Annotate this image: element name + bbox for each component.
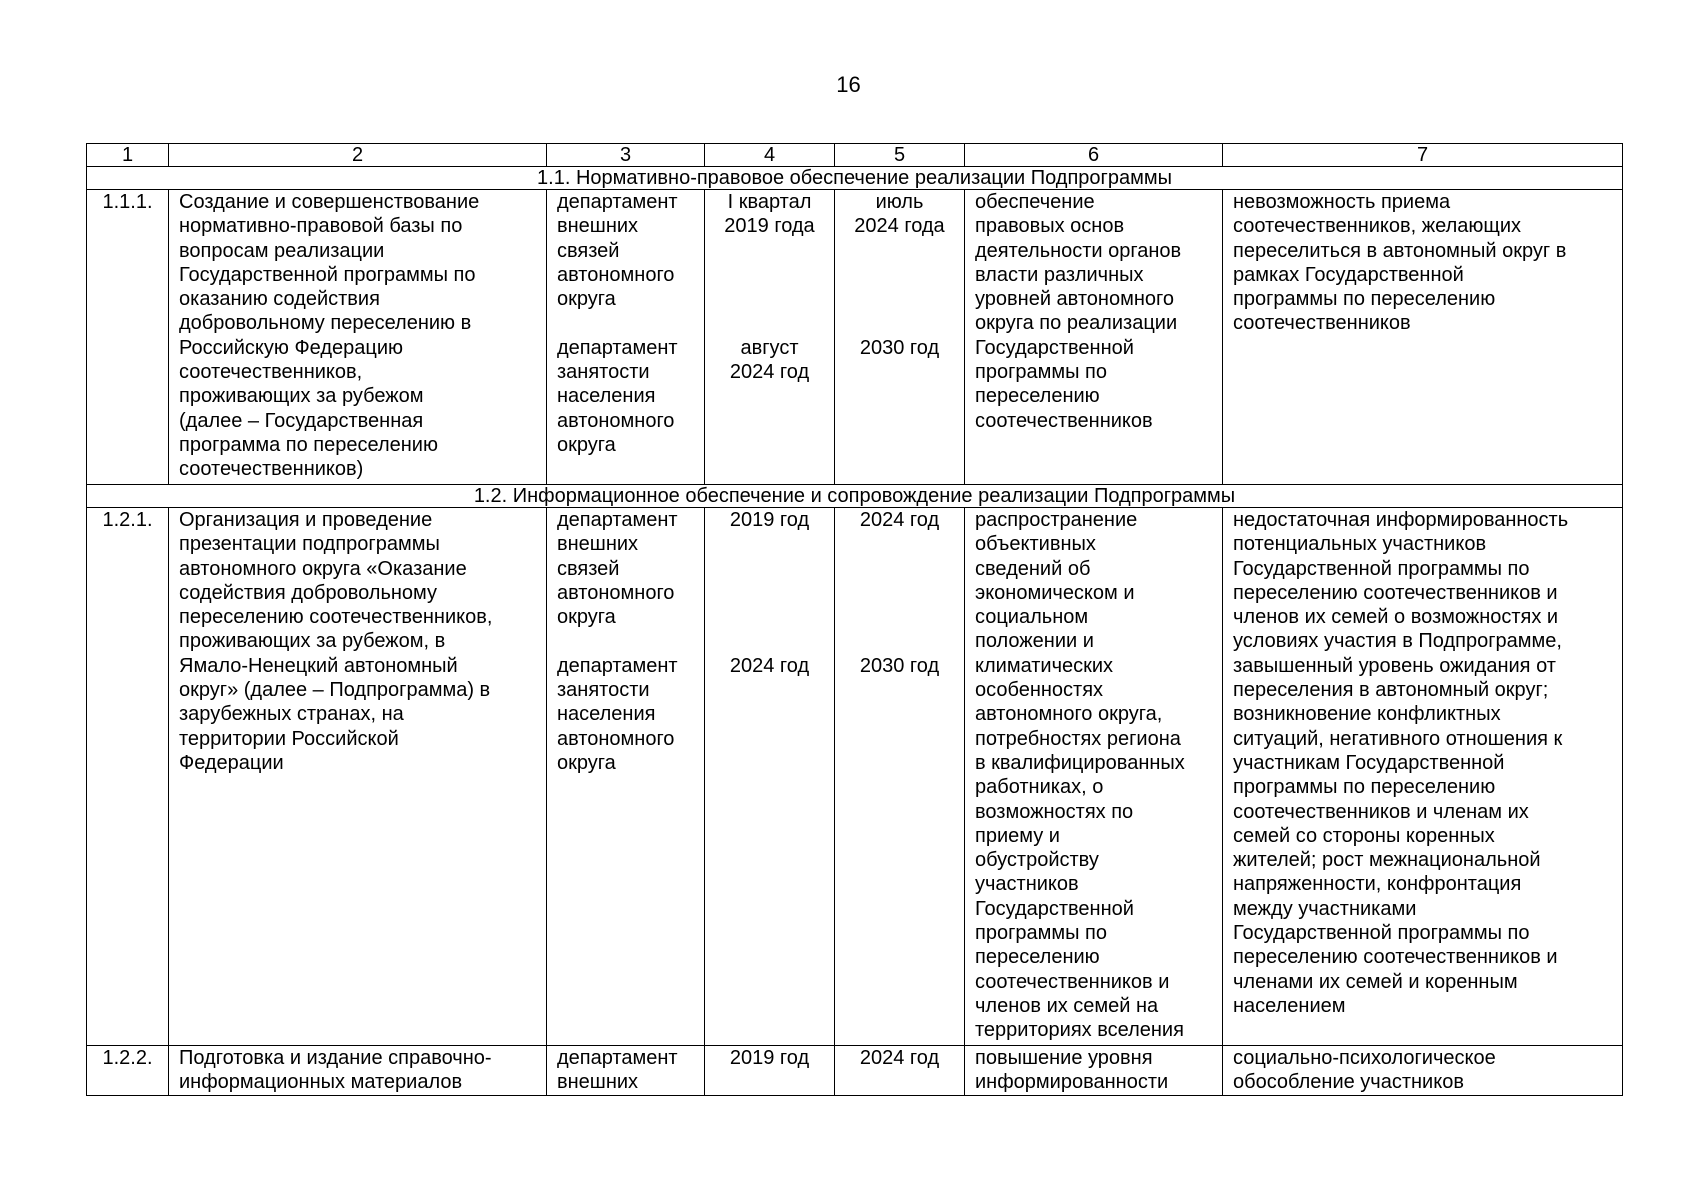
text-line: округа <box>557 751 616 774</box>
text-line: вопросам реализации <box>179 239 385 262</box>
start-date <box>709 190 830 239</box>
text-line: 2019 года <box>724 215 815 238</box>
text-line: автономного округа, <box>975 703 1163 726</box>
text-line: внешних <box>557 1071 639 1094</box>
text-line: автономного <box>557 409 675 432</box>
column-number: 3 <box>547 144 705 167</box>
section-title: 1.2. Информационное обеспечение и сопровождение реализации Подпрограммы <box>87 485 1623 508</box>
text-line: распространение <box>975 509 1138 531</box>
text-line: соотечественников <box>1233 312 1411 335</box>
text-line: Подготовка и издание справочно- <box>179 1047 492 1069</box>
text-line: Государственной <box>975 897 1134 920</box>
text-line: завышенный уровень ожидания от <box>1233 654 1556 677</box>
text-line: населения <box>557 703 656 726</box>
text-line: оказанию содействия <box>179 288 380 311</box>
text-line: нормативно-правовой базы по <box>179 215 463 238</box>
text-line: жителей; рост межнациональной <box>1233 849 1541 872</box>
text-line: август <box>740 336 799 359</box>
text-line: переселению соотечественников и <box>1233 581 1558 604</box>
text-line: 2024 год <box>729 361 810 384</box>
text-line: автономного округа «Оказание <box>179 557 467 580</box>
end-date <box>839 508 960 532</box>
text-line: повышение уровня <box>975 1047 1153 1069</box>
text-line: округа <box>557 288 616 311</box>
text-line: презентации подпрограммы <box>179 533 440 556</box>
text-line: особенностях <box>975 679 1104 702</box>
text-line: правовых основ <box>975 215 1125 238</box>
text-line: сведений об <box>975 557 1091 580</box>
text-line: территории Российской <box>179 727 399 750</box>
measure-name <box>169 1046 547 1096</box>
text-line: 2030 год <box>859 654 940 677</box>
text-line: территориях вселения <box>975 1019 1184 1042</box>
text-line: Государственной программы по <box>179 263 476 286</box>
end-date-cell <box>835 508 965 1046</box>
risk-consequences <box>1223 1046 1623 1096</box>
measure-name <box>169 508 547 1046</box>
text-line: рамках Государственной <box>1233 263 1464 286</box>
text-line: добровольному переселению в <box>179 312 472 335</box>
expected-result <box>965 508 1223 1046</box>
end-date-cell <box>835 190 965 485</box>
text-line: содействия добровольному <box>179 581 438 604</box>
text-line: департамент <box>557 509 678 531</box>
text-line: 2030 год <box>859 336 940 359</box>
text-line: соотечественников и членам их <box>1233 800 1529 823</box>
table-row <box>87 190 1623 485</box>
executor <box>557 190 694 311</box>
end-date <box>839 654 960 678</box>
text-line: 2019 год <box>729 1047 810 1069</box>
text-line: членов их семей на <box>975 994 1159 1017</box>
start-date-cell <box>705 1046 835 1096</box>
text-line: проживающих за рубежом <box>179 385 424 408</box>
start-date <box>709 654 830 678</box>
text-line: деятельности органов <box>975 239 1182 262</box>
text-line: власти различных <box>975 263 1144 286</box>
text-line: зарубежных странах, на <box>179 703 404 726</box>
column-number: 6 <box>965 144 1223 167</box>
text-line: семей со стороны коренных <box>1233 824 1495 847</box>
end-date <box>839 1046 960 1070</box>
text-line: потенциальных участников <box>1233 533 1487 556</box>
text-line: программа по переселению <box>179 433 438 456</box>
text-line: соотечественников, <box>179 361 363 384</box>
text-line: информационных материалов <box>179 1071 463 1094</box>
text-line: социально-психологическое <box>1233 1047 1496 1069</box>
column-number: 1 <box>87 144 169 167</box>
start-date <box>709 336 830 385</box>
measure-number: 1.1.1. <box>87 190 169 485</box>
measure-name <box>169 190 547 485</box>
executor-cell <box>547 190 705 485</box>
text-line: I квартал <box>727 191 812 213</box>
section-row <box>87 167 1623 190</box>
text-line: обеспечение <box>975 191 1095 213</box>
text-line: соотечественников <box>975 409 1153 432</box>
measure-number: 1.2.2. <box>87 1046 169 1096</box>
text-line: связей <box>557 557 620 580</box>
text-line: 2024 года <box>854 215 945 238</box>
text-line: участников <box>975 873 1079 896</box>
end-date-cell <box>835 1046 965 1096</box>
executor <box>557 508 694 629</box>
text-line: округ» (далее – Подпрограмма) в <box>179 679 491 702</box>
text-line: переселиться в автономный округ в <box>1233 239 1567 262</box>
executor <box>557 1046 694 1095</box>
text-line: автономного <box>557 727 675 750</box>
text-line: переселению соотечественников, <box>179 606 493 629</box>
text-line: соотечественников и <box>975 970 1170 993</box>
text-line: членов их семей о возможностях и <box>1233 606 1559 629</box>
column-number: 7 <box>1223 144 1623 167</box>
text-line: обустройству <box>975 849 1099 872</box>
text-line: работниках, о <box>975 776 1104 799</box>
text-line: населения <box>557 385 656 408</box>
column-number: 4 <box>705 144 835 167</box>
section-title: 1.1. Нормативно-правовое обеспечение реализации Подпрограммы <box>87 167 1623 190</box>
text-line: объективных <box>975 533 1096 556</box>
text-line: ситуаций, негативного отношения к <box>1233 727 1563 750</box>
risk-consequences <box>1223 190 1623 485</box>
text-line: экономическом и <box>975 581 1135 604</box>
text-line: положении и <box>975 630 1094 653</box>
column-number: 2 <box>169 144 547 167</box>
text-line: климатических <box>975 654 1114 677</box>
end-date <box>839 336 960 360</box>
text-line: Государственной <box>975 336 1134 359</box>
column-numbers-row <box>87 144 1623 167</box>
text-line: переселению <box>975 946 1100 969</box>
text-line: населением <box>1233 994 1346 1017</box>
text-line: Российскую Федерацию <box>179 336 404 359</box>
executor-cell <box>547 508 705 1046</box>
text-line: автономного <box>557 581 675 604</box>
text-line: 2024 год <box>729 654 810 677</box>
text-line: соотечественников) <box>179 458 364 481</box>
expected-result <box>965 190 1223 485</box>
text-line: департамент <box>557 1047 678 1069</box>
text-line: занятости <box>557 679 650 702</box>
measure-number: 1.2.1. <box>87 508 169 1046</box>
text-line: связей <box>557 239 620 262</box>
section-row <box>87 485 1623 508</box>
text-line: возможностях по <box>975 800 1134 823</box>
text-line: Организация и проведение <box>179 509 433 531</box>
text-line: проживающих за рубежом, в <box>179 630 446 653</box>
start-date-cell <box>705 190 835 485</box>
text-line: переселения в автономный округ; <box>1233 679 1549 702</box>
text-line: департамент <box>557 654 678 677</box>
column-number: 5 <box>835 144 965 167</box>
table-row <box>87 508 1623 1046</box>
text-line: членами их семей и коренным <box>1233 970 1518 993</box>
text-line: переселению <box>975 385 1100 408</box>
text-line: округа <box>557 606 616 629</box>
text-line: 2019 год <box>729 509 810 531</box>
text-line: Государственной программы по <box>1233 557 1530 580</box>
executor <box>557 336 694 457</box>
text-line: округа по реализации <box>975 312 1178 335</box>
text-line: программы по переселению <box>1233 776 1496 799</box>
text-line: внешних <box>557 533 639 556</box>
executor <box>557 654 694 775</box>
text-line: 2024 год <box>859 509 940 531</box>
text-line: соотечественников, желающих <box>1233 215 1522 238</box>
text-line: (далее – Государственная <box>179 409 424 432</box>
text-line: внешних <box>557 215 639 238</box>
text-line: 2024 год <box>859 1047 940 1069</box>
text-line: Федерации <box>179 751 284 774</box>
page-number: 16 <box>836 72 861 97</box>
risk-consequences <box>1223 508 1623 1046</box>
table-row <box>87 1046 1623 1096</box>
text-line: программы по <box>975 361 1108 384</box>
text-line: программы по переселению <box>1233 288 1496 311</box>
text-line: округа <box>557 433 616 456</box>
text-line: потребностях региона <box>975 727 1181 750</box>
end-date <box>839 190 960 239</box>
text-line: условиях участия в Подпрограмме, <box>1233 630 1562 653</box>
text-line: автономного <box>557 263 675 286</box>
start-date-cell <box>705 508 835 1046</box>
text-line: Ямало-Ненецкий автономный <box>179 654 458 677</box>
text-line: возникновение конфликтных <box>1233 703 1501 726</box>
start-date <box>709 508 830 532</box>
text-line: участникам Государственной <box>1233 751 1505 774</box>
text-line: напряженности, конфронтация <box>1233 873 1522 896</box>
text-line: социальном <box>975 606 1089 629</box>
text-line: Государственной программы по <box>1233 922 1530 945</box>
text-line: информированности <box>975 1071 1169 1094</box>
measures-table <box>86 143 1623 1096</box>
text-line: Создание и совершенствование <box>179 191 480 213</box>
executor-cell <box>547 1046 705 1096</box>
text-line: недостаточная информированность <box>1233 509 1569 531</box>
text-line: приему и <box>975 824 1060 847</box>
text-line: июль <box>875 191 924 213</box>
text-line: переселению соотечественников и <box>1233 946 1558 969</box>
text-line: невозможность приема <box>1233 191 1451 213</box>
text-line: департамент <box>557 336 678 359</box>
text-line: занятости <box>557 361 650 384</box>
text-line: обособление участников <box>1233 1071 1464 1094</box>
text-line: в квалифицированных <box>975 751 1185 774</box>
text-line: департамент <box>557 191 678 213</box>
expected-result <box>965 1046 1223 1096</box>
text-line: между участниками <box>1233 897 1417 920</box>
text-line: уровней автономного <box>975 288 1174 311</box>
start-date <box>709 1046 830 1070</box>
text-line: программы по <box>975 922 1108 945</box>
